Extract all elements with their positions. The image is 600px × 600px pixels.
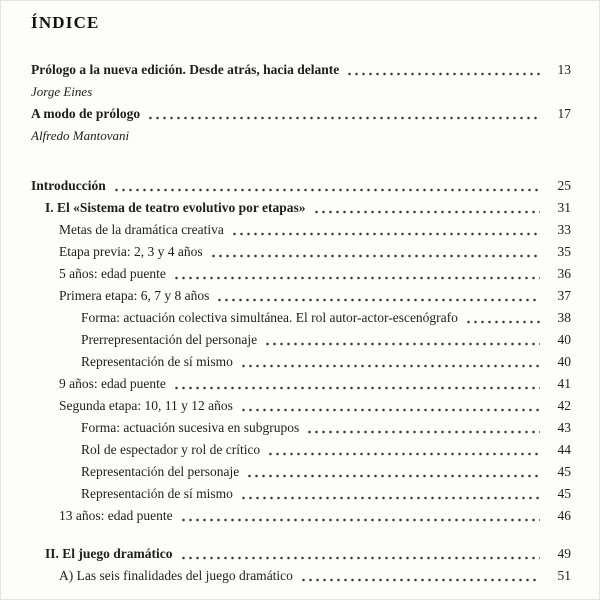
- toc-entry-text: 5 años: edad puente: [59, 266, 166, 281]
- toc-entry: [31, 103, 571, 125]
- toc-entry-text: Forma: actuación colectiva simultánea. El rol autor-actor-escenógrafo: [81, 310, 458, 325]
- dot-leader: [180, 505, 540, 527]
- toc-section: [31, 543, 571, 587]
- toc-entry-page: 41: [557, 376, 571, 391]
- toc-entry-text: Alfredo Mantovani: [31, 128, 130, 143]
- toc-entry-page: 35: [557, 244, 571, 259]
- dot-leader: [346, 59, 540, 81]
- toc-entry-text: Rol de espectador y rol de crítico: [81, 442, 261, 457]
- dot-leader: [240, 395, 540, 417]
- toc-entry-text: Etapa previa: 2, 3 y 4 años: [59, 244, 203, 259]
- dot-leader: [173, 263, 540, 285]
- dot-leader: [300, 565, 540, 587]
- toc-entry: [31, 351, 571, 373]
- toc-entry: [31, 81, 571, 103]
- toc-entry: [31, 505, 571, 527]
- dot-leader: [240, 483, 540, 505]
- toc-section: [31, 175, 571, 527]
- toc-entry-text: I. El «Sistema de teatro evolutivo por etapas»: [45, 200, 306, 215]
- toc-entry: [31, 219, 571, 241]
- toc-entry-page: 13: [557, 62, 571, 77]
- toc-entry-text: Jorge Eines: [31, 84, 93, 99]
- toc-entry-page: 42: [557, 398, 571, 413]
- toc-entry-text: A modo de prólogo: [31, 106, 141, 121]
- toc-entry: [31, 241, 571, 263]
- toc-entry: [31, 395, 571, 417]
- toc-entry: [31, 417, 571, 439]
- dot-leader: [173, 373, 540, 395]
- toc-section: [31, 59, 571, 147]
- toc-entry: [31, 329, 571, 351]
- toc-entry-text: II. El juego dramático: [45, 546, 173, 561]
- toc-entry-page: 46: [557, 508, 571, 523]
- toc-entry-text: Primera etapa: 6, 7 y 8 años: [59, 288, 210, 303]
- dot-leader: [147, 103, 540, 125]
- dot-leader: [216, 285, 540, 307]
- dot-leader: [465, 307, 540, 329]
- dot-leader: [113, 175, 540, 197]
- dot-leader: [246, 461, 540, 483]
- toc-entry-page: 25: [557, 178, 571, 193]
- toc-entry-text: Prerrepresentación del personaje: [81, 332, 258, 347]
- toc-entry-text: 9 años: edad puente: [59, 376, 166, 391]
- toc-entry-text: Representación de sí mismo: [81, 486, 233, 501]
- toc-entry-page: 17: [557, 106, 571, 121]
- toc-entry: [31, 439, 571, 461]
- dot-leader: [210, 241, 540, 263]
- dot-leader: [264, 329, 540, 351]
- toc-entry-page: 40: [557, 332, 571, 347]
- toc-entry: [31, 125, 571, 147]
- toc-entry: [31, 565, 571, 587]
- toc-entry-text: A) Las seis finalidades del juego dramático: [59, 568, 293, 583]
- toc-entry-text: Representación de sí mismo: [81, 354, 233, 369]
- toc-entry: [31, 543, 571, 565]
- dot-leader: [267, 439, 540, 461]
- toc-entry-page: 51: [557, 568, 571, 583]
- toc-entry-text: Metas de la dramática creativa: [59, 222, 224, 237]
- toc-entry: [31, 285, 571, 307]
- toc-entry-page: 45: [557, 464, 571, 479]
- toc-entry-text: 13 años: edad puente: [59, 508, 173, 523]
- page-title: ÍNDICE: [31, 13, 100, 32]
- toc-entry-text: Forma: actuación sucesiva en subgrupos: [81, 420, 300, 435]
- toc-entry: [31, 307, 571, 329]
- toc-entry-page: 43: [557, 420, 571, 435]
- toc-entry-page: 36: [557, 266, 571, 281]
- dot-leader: [240, 351, 540, 373]
- dot-leader: [306, 417, 540, 439]
- dot-leader: [180, 543, 541, 565]
- toc-entry: [31, 197, 571, 219]
- toc-entry-page: 45: [557, 486, 571, 501]
- toc-entry-page: 38: [557, 310, 571, 325]
- toc-page: [1, 1, 599, 587]
- toc-sections: [31, 59, 571, 587]
- toc-entry-page: 31: [557, 200, 571, 215]
- toc-entry-text: Representación del personaje: [81, 464, 240, 479]
- toc-entry: [31, 483, 571, 505]
- toc-entry-page: 44: [557, 442, 571, 457]
- toc-entry: [31, 373, 571, 395]
- toc-entry: [31, 461, 571, 483]
- toc-entry-page: 33: [557, 222, 571, 237]
- toc-entry: [31, 263, 571, 285]
- toc-entry-text: Segunda etapa: 10, 11 y 12 años: [59, 398, 233, 413]
- dot-leader: [231, 219, 540, 241]
- toc-entry-text: Prólogo a la nueva edición. Desde atrás, hacia delante: [31, 62, 340, 77]
- dot-leader: [313, 197, 541, 219]
- toc-entry-page: 37: [557, 288, 571, 303]
- toc-entry: [31, 175, 571, 197]
- toc-entry-page: 40: [557, 354, 571, 369]
- toc-entry-page: 49: [557, 546, 571, 561]
- toc-entry: [31, 59, 571, 81]
- toc-entry-text: Introducción: [31, 178, 106, 193]
